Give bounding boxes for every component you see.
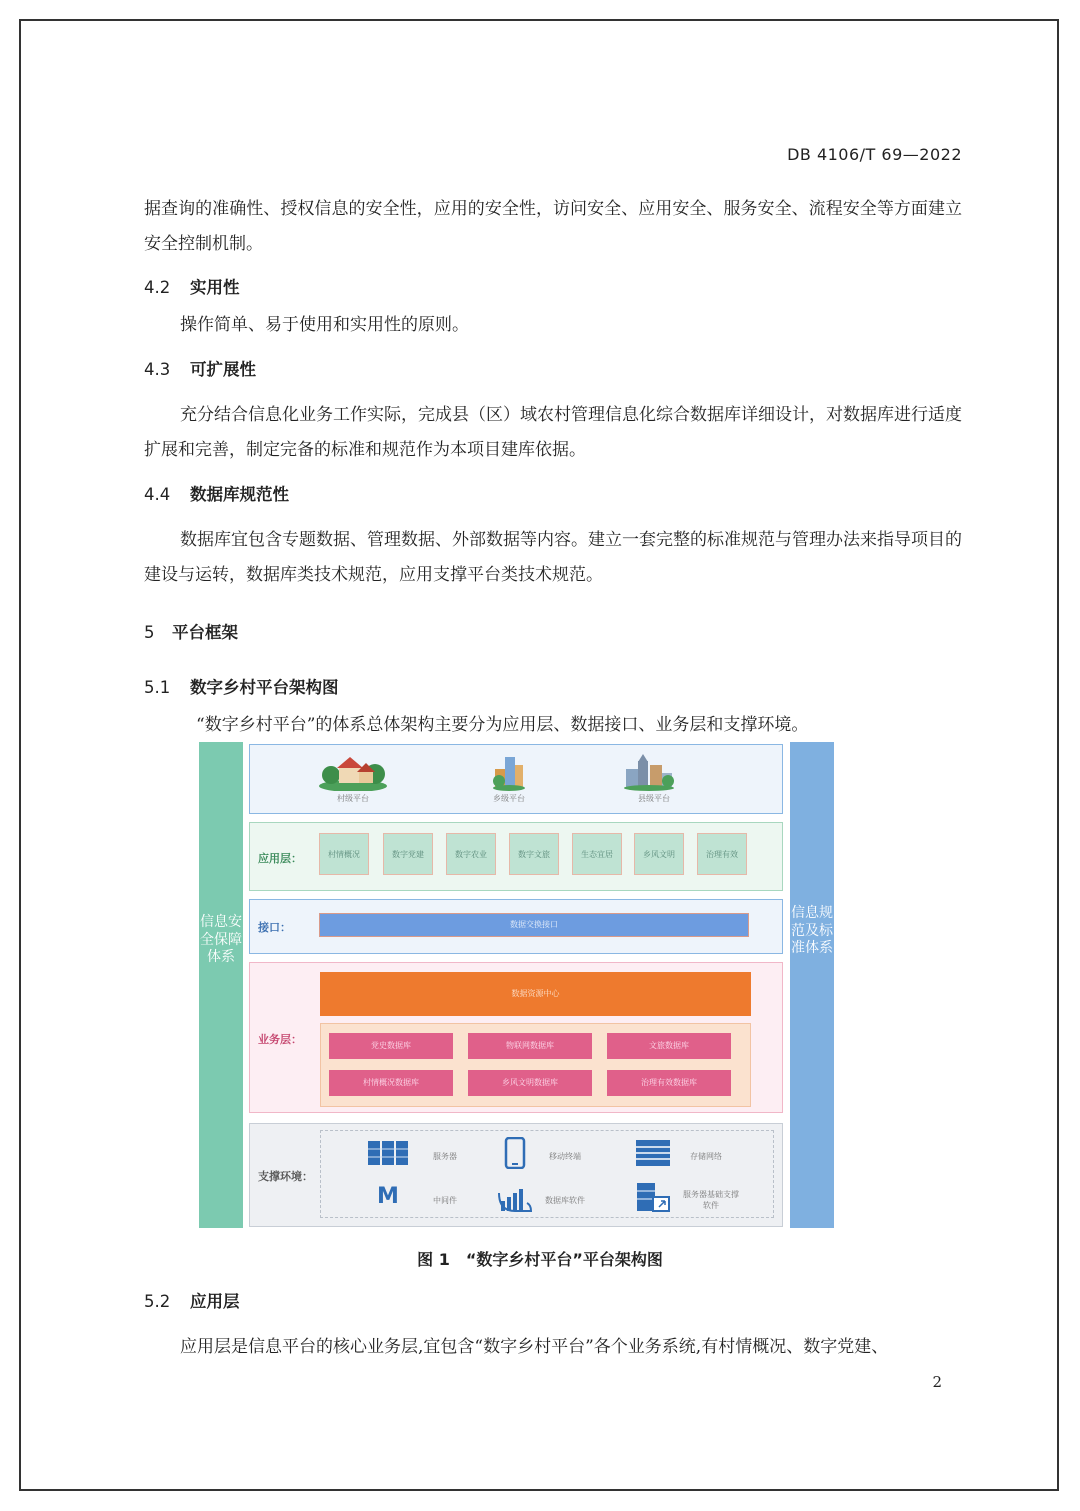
heading-number: 5.2: [144, 1292, 171, 1311]
app-item: 村情概况: [319, 833, 369, 875]
standards-side-bar: [790, 742, 834, 1228]
heading-number: 4.4: [144, 485, 171, 504]
support-item-label: 服务器基础支撑软件: [683, 1190, 739, 1210]
server-software-icon: [635, 1181, 673, 1215]
support-item-label: 存储网络: [690, 1152, 722, 1161]
paragraph-database: 数据库宜包含专题数据、管理数据、外部数据等内容。建立一套完整的标准规范与管理办法来指导项目的建设与运转，数据库类技术规范，应用支撑平台类技术规范。: [144, 530, 962, 585]
heading-number: 4.3: [144, 360, 171, 379]
support-item-label: 数据库软件: [545, 1196, 585, 1205]
security-side-text: 信息安全保障体系: [200, 914, 242, 965]
app-item: 生态宜居: [572, 833, 622, 875]
document-code: DB 4106/T 69—2022: [787, 145, 962, 164]
heading-5-2: [144, 1288, 240, 1312]
support-layer: [249, 1123, 783, 1227]
heading-title: 数据库规范性: [190, 485, 289, 504]
paragraph-usability: 操作简单、易于使用和实用性的原则。: [180, 315, 469, 335]
support-item-label: 中间件: [433, 1196, 457, 1205]
heading-title: 应用层: [190, 1292, 240, 1311]
app-item: 数字农业: [446, 833, 496, 875]
heading-5-1: [144, 674, 339, 698]
interface-layer-label: 接口：: [258, 921, 291, 934]
heading-4-2: [144, 274, 240, 298]
platform-village-label: 村级平台: [337, 794, 369, 803]
data-resource-center: 数据资源中心: [320, 972, 751, 1016]
db-item: 乡风文明数据库: [468, 1070, 592, 1096]
paragraph-security-cont: 据查询的准确性、授权信息的安全性，应用的安全性，访问安全、应用安全、服务安全、流程安全等方面建立安全控制机制。: [144, 199, 962, 254]
app-item: 数字党建: [383, 833, 433, 875]
village-icon: [317, 753, 389, 791]
architecture-diagram: [199, 742, 834, 1228]
heading-number: 5.1: [144, 678, 171, 697]
support-group: [320, 1130, 774, 1218]
app-item: 治理有效: [697, 833, 747, 875]
heading-4-4: [144, 481, 289, 505]
app-layer-label: 应用层：: [258, 852, 302, 865]
db-item: 治理有效数据库: [607, 1070, 731, 1096]
page-number: 2: [932, 1373, 942, 1391]
server-icon: [367, 1139, 411, 1167]
standards-side-text: 信息规范及标准体系: [791, 905, 833, 956]
support-item-label: 服务器: [433, 1152, 457, 1161]
heading-4-3: [144, 356, 256, 380]
heading-5: [144, 619, 238, 643]
database-group: [320, 1023, 751, 1107]
heading-title: 可扩展性: [190, 360, 256, 379]
storage-icon: [635, 1139, 671, 1167]
app-item: 乡风文明: [634, 833, 684, 875]
business-layer-label: 业务层：: [258, 1033, 302, 1046]
business-layer: [249, 962, 783, 1113]
heading-title: 平台框架: [172, 623, 238, 642]
data-exchange-bar: 数据交换接口: [319, 913, 749, 937]
heading-title: 数字乡村平台架构图: [190, 678, 339, 697]
db-item: 物联网数据库: [468, 1033, 592, 1059]
heading-title: 实用性: [190, 278, 240, 297]
paragraph-app-layer: 应用层是信息平台的核心业务层,宜包含“数字乡村平台”各个业务系统,有村情概况、数字党建、: [180, 1337, 889, 1357]
support-item-label: 移动终端: [549, 1152, 581, 1161]
security-side-bar: [199, 742, 243, 1228]
application-layer: [249, 822, 783, 891]
db-item: 文旅数据库: [607, 1033, 731, 1059]
db-item: 党史数据库: [329, 1033, 453, 1059]
platform-layer: [249, 744, 783, 814]
platform-town-label: 乡级平台: [493, 794, 525, 803]
interface-layer: [249, 899, 783, 954]
town-icon: [491, 751, 527, 791]
heading-number: 4.2: [144, 278, 171, 297]
paragraph-architecture: “数字乡村平台”的体系总体架构主要分为应用层、数据接口、业务层和支撑环境。: [196, 715, 809, 735]
mobile-icon: [504, 1137, 526, 1169]
database-software-icon: [497, 1183, 533, 1213]
app-item: 数字文旅: [509, 833, 559, 875]
middleware-icon: M: [377, 1184, 399, 1209]
db-item: 村情概况数据库: [329, 1070, 453, 1096]
county-icon: [622, 753, 676, 791]
platform-county-label: 县级平台: [638, 794, 670, 803]
support-layer-label: 支撑环境：: [258, 1170, 313, 1183]
paragraph-extensibility: 充分结合信息化业务工作实际，完成县（区）域农村管理信息化综合数据库详细设计，对数据库进行适度扩展和完善，制定完备的标准和规范作为本项目建库依据。: [144, 405, 962, 460]
figure-caption: 图 1 “数字乡村平台”平台架构图: [417, 1250, 663, 1269]
heading-number: 5: [144, 623, 155, 642]
